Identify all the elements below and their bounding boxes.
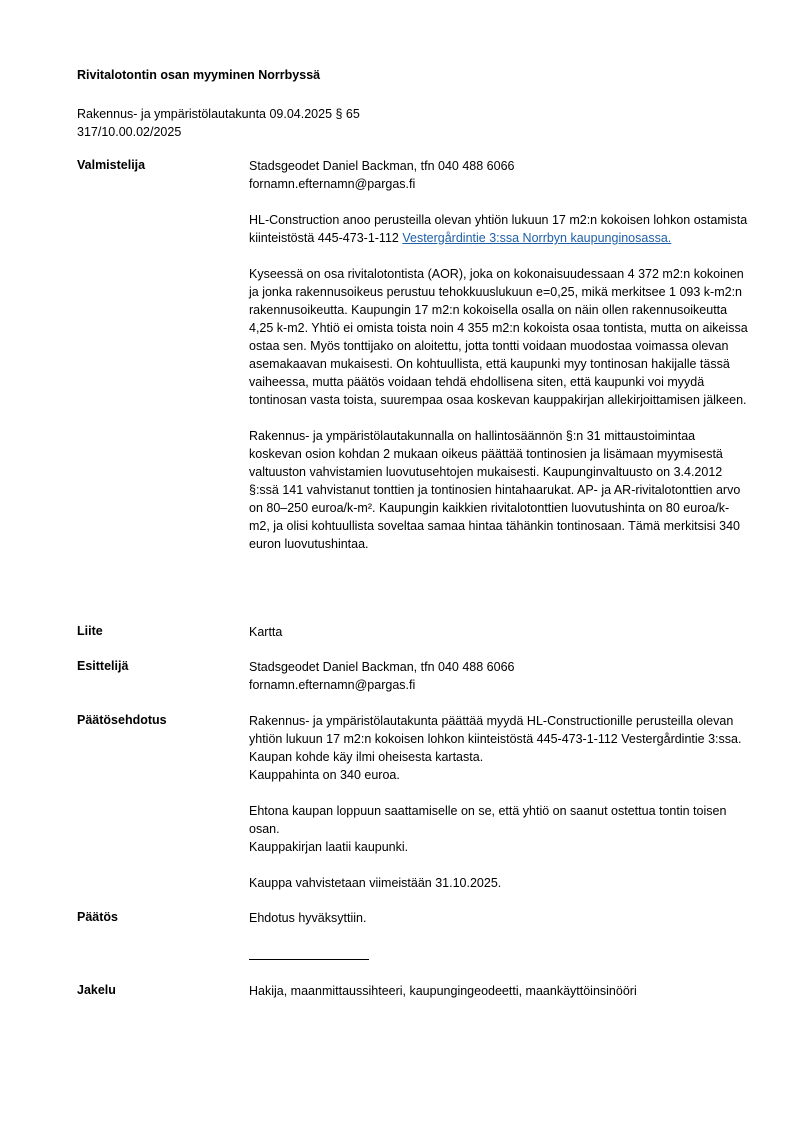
jakelu-label: Jakelu [77,983,116,997]
address-link[interactable]: Vestergårdintie 3:ssa Norrbyn kaupunginosassa. [402,231,672,245]
purchase-price: Kauppahinta on 340 euroa. [249,768,400,782]
document-meta [77,105,360,141]
preparer-contact: Stadsgeodet Daniel Backman, tfn 040 488 6066 [249,159,515,173]
esittelija-label: Esittelijä [77,659,129,673]
contract-drafter: Kauppakirjan laatii kaupunki. [249,840,409,854]
confirmation-deadline: Kauppa vahvistetaan viimeistään 31.10.2025. [249,876,502,890]
application-paragraph: HL-Construction anoo perusteilla olevan yhtiön lukuun 17 m2:n kokoisen lohkon ostamista kiinteistöstä 445-473-1-112 Vestergårdintie 3:ssa Norrbyn kaupunginosassa. [249,213,748,245]
liite-value: Kartta [249,625,283,639]
paatosehdotus-content [249,712,749,892]
board-meeting-line: Rakennus- ja ympäristölautakunta 09.04.2025 § 65 [77,107,360,121]
preparer-email: fornamn.efternamn@pargas.fi [249,177,416,191]
decision-value: Ehdotus hyväksyttiin. [249,911,367,925]
presenter-contact: Stadsgeodet Daniel Backman, tfn 040 488 6066 [249,660,515,674]
condition-text: Ehtona kaupan loppuun saattamiselle on se, että yhtiö on saanut ostettua tontin toisen osan. [249,804,727,836]
liite-label: Liite [77,624,103,638]
plot-description-paragraph: Kyseessä on osa rivitalotontista (AOR), joka on kokonaisuudessaan 4 372 m2:n kokoinen ja jonka rakennusoikeus perustuu tehokkuuslukuun e=0,25, mikä merkitsee 1 093 k-m2:n rakennusoikeutta. Kaupungin 17 m2:n kokoisella osalla on näin ollen rakennusoikeutta 4,25 k-m2. Yhtiö ei omista toista noin 4 355 m2:n kokoista osaa tontista, mutta on aikeissa ostaa sen. Myös tonttijako on aloitettu, jotta tontti voidaan muodostaa voimassa olevan asemakaavan mukaisesti. On kohtuullista, että kaupunki myy tontinosan hakijalle tässä vaiheessa, mutta päätös voidaan tehdä ehdollisena siten, että kaupunki voi myydä tontinosan vasta toista, suurempaa osaa koskevan kauppakirjan allekirjoittamisen jälkeen. [249,267,748,407]
paatos-label: Päätös [77,910,118,924]
paatosehdotus-label: Päätösehdotus [77,713,167,727]
document-title: Rivitalotontin osan myyminen Norrbyssä [77,68,321,82]
valmistelija-label: Valmistelija [77,158,146,172]
separator-line [249,959,369,960]
distribution-value: Hakija, maanmittaussihteeri, kaupungingeodeetti, maankäyttöinsinööri [249,984,637,998]
proposal-text: Rakennus- ja ympäristölautakunta päättää myydä HL-Constructionille perusteilla olevan yhtiön lukuun 17 m2:n kokoisen lohkon kiinteistöstä 445-473-1-112 Vestergårdintie 3:ssa. Kaupan kohde käy ilmi oheisesta kartasta. [249,714,742,764]
authority-paragraph: Rakennus- ja ympäristölautakunnalla on hallintosäännön §:n 31 mittaustoimintaa koskevan osion kohdan 2 mukaan oikeus päättää tontinosien ja lisämaan myymisestä valtuuston vahvistamien luovutusehtojen mukaisesti. Kaupunginvaltuusto on 3.4.2012 §:ssä 141 vahvistanut tonttien ja tontinosien hintahaarukat. AP- ja AR-rivitalotonttien arvo on 80–250 euroa/k-m². Kaupungin kaikkien rivitalotonttien luovutushinta on 80 euroa/k-m2, ja olisi kohtuullista soveltaa samaa hintaa tähänkin tontinosaan. Tämä merkitsisi 340 euron luovutushintaa. [249,429,741,551]
case-number: 317/10.00.02/2025 [77,125,182,139]
presenter-email: fornamn.efternamn@pargas.fi [249,678,416,692]
esittelija-content [249,658,749,694]
valmistelija-content [249,157,749,553]
